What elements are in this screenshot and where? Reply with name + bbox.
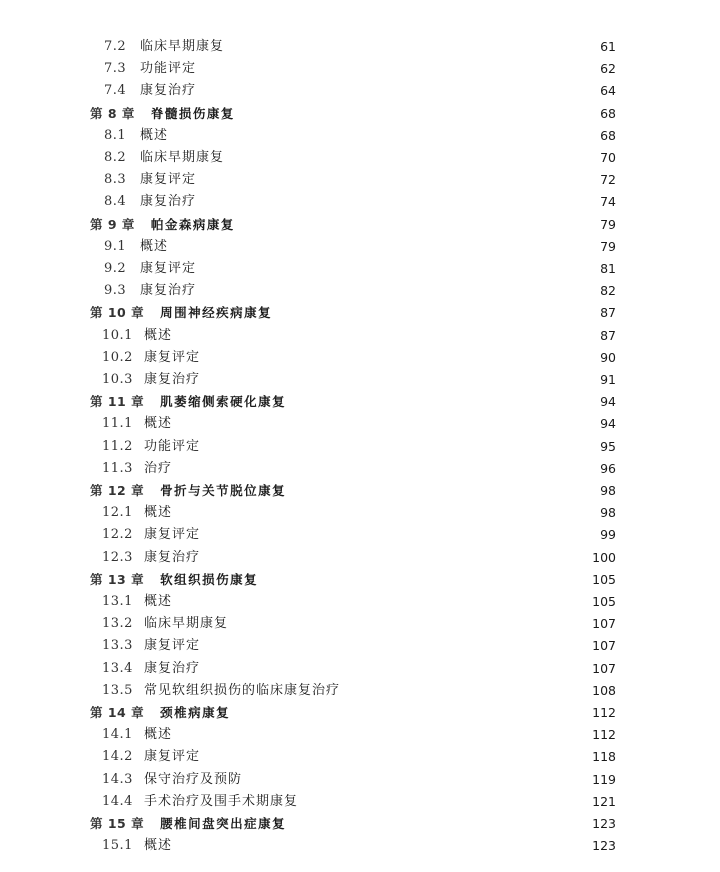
dot-leader (252, 769, 580, 791)
page-number: 94 (600, 394, 616, 410)
dot-leader (210, 436, 580, 458)
dot-leader (206, 258, 580, 280)
dot-leader (268, 569, 580, 591)
chapter-number: 第 9 章 (90, 216, 135, 232)
toc-section-row (0, 502, 720, 524)
toc-section-row (0, 147, 720, 169)
page-number: 68 (600, 105, 616, 121)
page-number: 62 (600, 61, 616, 77)
dot-leader (206, 169, 580, 191)
section-number: 15.1 (102, 838, 133, 854)
dot-leader (178, 236, 580, 258)
dot-leader (234, 147, 580, 169)
chapter-number: 第 10 章 (90, 305, 145, 321)
toc-section-row (0, 635, 720, 657)
section-title: 临床早期康复 (140, 39, 225, 54)
page-number: 87 (600, 305, 616, 321)
section-number: 13.5 (102, 682, 133, 698)
section-number: 10.1 (102, 327, 133, 343)
page-number: 105 (592, 571, 616, 587)
section-number: 13.1 (102, 594, 133, 609)
dot-leader (182, 724, 580, 746)
section-title: 康复评定 (144, 527, 201, 543)
toc-chapter-row (0, 813, 720, 835)
dot-leader (234, 36, 580, 58)
toc-section-row (0, 658, 720, 680)
section-title: 概述 (140, 238, 169, 254)
section-title: 康复治疗 (140, 283, 197, 299)
page-number: 98 (600, 483, 616, 498)
toc-section-row (0, 769, 720, 791)
section-number: 9.3 (104, 283, 127, 299)
section-title: 康复治疗 (144, 549, 201, 565)
toc-chapter-row (0, 103, 720, 125)
chapter-number: 第 14 章 (90, 705, 145, 720)
chapter-number: 第 11 章 (90, 394, 145, 410)
page-number: 123 (592, 838, 616, 854)
section-number: 9.1 (104, 238, 127, 254)
page-number: 79 (600, 238, 616, 254)
section-title: 临床早期康复 (140, 150, 225, 165)
toc-section-row (0, 613, 720, 635)
dot-leader (296, 480, 580, 502)
page-number: 121 (592, 793, 616, 809)
section-number: 10.3 (102, 372, 133, 387)
toc-section-row (0, 36, 720, 58)
dot-leader (350, 680, 580, 702)
section-number: 7.3 (104, 61, 127, 77)
dot-leader (210, 524, 580, 546)
section-number: 8.1 (104, 127, 127, 143)
section-title: 康复评定 (144, 349, 201, 365)
section-number: 8.4 (104, 194, 127, 210)
toc-section-row (0, 436, 720, 458)
chapter-number: 第 13 章 (90, 571, 145, 587)
section-number: 11.1 (102, 416, 133, 432)
section-number: 11.3 (102, 460, 133, 476)
chapter-number: 第 12 章 (90, 483, 145, 498)
dot-leader (245, 103, 580, 125)
section-title: 治疗 (144, 460, 173, 476)
toc-section-row (0, 724, 720, 746)
dot-leader (296, 813, 580, 835)
section-number: 14.3 (102, 771, 133, 787)
page-number: 72 (600, 172, 616, 188)
toc-section-row (0, 325, 720, 347)
toc-section-row (0, 280, 720, 302)
section-title: 康复评定 (144, 749, 201, 765)
toc-section-row (0, 547, 720, 569)
toc-section-row (0, 169, 720, 191)
dot-leader (182, 325, 580, 347)
toc-chapter-row (0, 391, 720, 413)
dot-leader (240, 702, 580, 724)
toc-section-row (0, 258, 720, 280)
section-number: 9.2 (104, 261, 127, 276)
section-title: 康复评定 (140, 172, 197, 188)
dot-leader (282, 302, 580, 324)
dot-leader (210, 635, 580, 657)
toc-section-row (0, 591, 720, 613)
section-title: 概述 (144, 727, 173, 743)
section-title: 概述 (144, 416, 173, 432)
page-number: 68 (600, 127, 616, 143)
toc-chapter-row (0, 569, 720, 591)
page-number: 61 (600, 39, 616, 54)
section-title: 手术治疗及围手术期康复 (144, 793, 299, 809)
section-title: 康复评定 (144, 638, 201, 654)
page-number: 91 (600, 372, 616, 387)
section-title: 概述 (144, 327, 173, 343)
chapter-title: 骨折与关节脱位康复 (160, 483, 287, 498)
page-number: 108 (592, 682, 616, 698)
toc-section-row (0, 413, 720, 435)
section-title: 概述 (140, 127, 169, 143)
page-number: 100 (592, 549, 616, 565)
page-number: 87 (600, 327, 616, 343)
section-title: 常见软组织损伤的临床康复治疗 (144, 682, 341, 698)
page-number: 99 (600, 527, 616, 543)
page-number: 105 (592, 594, 616, 609)
dot-leader (210, 347, 580, 369)
dot-leader (206, 80, 580, 102)
section-number: 8.3 (104, 172, 127, 188)
dot-leader (210, 547, 580, 569)
page-number: 112 (592, 705, 616, 720)
page-number: 74 (600, 194, 616, 210)
page-number: 64 (600, 83, 616, 99)
dot-leader (182, 591, 580, 613)
dot-leader (210, 658, 580, 680)
section-number: 7.4 (104, 83, 127, 99)
dot-leader (245, 214, 580, 236)
toc-section-row (0, 680, 720, 702)
dot-leader (206, 191, 580, 213)
section-number: 12.1 (102, 505, 133, 521)
section-title: 功能评定 (144, 438, 201, 454)
section-number: 8.2 (104, 150, 127, 165)
dot-leader (210, 369, 580, 391)
section-title: 康复治疗 (140, 194, 197, 210)
toc-section-row (0, 58, 720, 80)
page-number: 94 (600, 416, 616, 432)
page-number: 95 (600, 438, 616, 454)
page-number: 96 (600, 460, 616, 476)
section-title: 康复评定 (140, 261, 197, 276)
section-title: 临床早期康复 (144, 616, 229, 632)
section-title: 概述 (144, 838, 173, 854)
toc-section-row (0, 236, 720, 258)
toc-section-row (0, 125, 720, 147)
section-number: 13.2 (102, 616, 133, 632)
page-number: 98 (600, 505, 616, 521)
page-number: 107 (592, 638, 616, 654)
toc-section-row (0, 791, 720, 813)
toc-section-row (0, 524, 720, 546)
page-number: 90 (600, 349, 616, 365)
toc-chapter-row (0, 302, 720, 324)
section-number: 12.2 (102, 527, 133, 543)
toc-section-row (0, 347, 720, 369)
chapter-title: 帕金森病康复 (150, 216, 235, 232)
toc-section-row (0, 458, 720, 480)
toc-chapter-row (0, 214, 720, 236)
dot-leader (182, 458, 580, 480)
section-title: 康复治疗 (140, 83, 197, 99)
toc-section-row (0, 835, 720, 857)
toc-section-row (0, 746, 720, 768)
chapter-title: 颈椎病康复 (160, 705, 231, 720)
toc-section-row (0, 80, 720, 102)
page-number: 107 (592, 616, 616, 632)
dot-leader (210, 746, 580, 768)
section-title: 概述 (144, 505, 173, 521)
section-number: 12.3 (102, 549, 133, 565)
section-number: 13.4 (102, 660, 133, 676)
dot-leader (182, 413, 580, 435)
dot-leader (182, 835, 580, 857)
dot-leader (308, 791, 580, 813)
page-number: 107 (592, 660, 616, 676)
page-number: 112 (592, 727, 616, 743)
section-number: 14.4 (102, 793, 133, 809)
section-title: 康复治疗 (144, 372, 201, 387)
page-number: 123 (592, 816, 616, 831)
toc-section-row (0, 369, 720, 391)
chapter-title: 腰椎间盘突出症康复 (160, 816, 287, 831)
section-number: 13.3 (102, 638, 133, 654)
page-number: 81 (600, 261, 616, 276)
toc-chapter-row (0, 702, 720, 724)
page-number: 119 (592, 771, 616, 787)
dot-leader (206, 280, 580, 302)
chapter-title: 脊髓损伤康复 (150, 105, 235, 121)
chapter-title: 周围神经疾病康复 (160, 305, 273, 321)
section-number: 7.2 (104, 39, 127, 54)
dot-leader (238, 613, 580, 635)
section-title: 功能评定 (140, 61, 197, 77)
section-number: 14.2 (102, 749, 133, 765)
dot-leader (206, 58, 580, 80)
chapter-title: 肌萎缩侧索硬化康复 (160, 394, 287, 410)
page-number: 82 (600, 283, 616, 299)
chapter-number: 第 15 章 (90, 816, 145, 831)
section-title: 康复治疗 (144, 660, 201, 676)
section-number: 11.2 (102, 438, 133, 454)
page-number: 70 (600, 150, 616, 165)
chapter-title: 软组织损伤康复 (160, 571, 259, 587)
section-title: 概述 (144, 594, 173, 609)
dot-leader (182, 502, 580, 524)
page-number: 79 (600, 216, 616, 232)
section-number: 10.2 (102, 349, 133, 365)
dot-leader (178, 125, 580, 147)
section-title: 保守治疗及预防 (144, 771, 243, 787)
toc-section-row (0, 191, 720, 213)
dot-leader (296, 391, 580, 413)
section-number: 14.1 (102, 727, 133, 743)
chapter-number: 第 8 章 (90, 105, 135, 121)
toc-chapter-row (0, 480, 720, 502)
page-number: 118 (592, 749, 616, 765)
